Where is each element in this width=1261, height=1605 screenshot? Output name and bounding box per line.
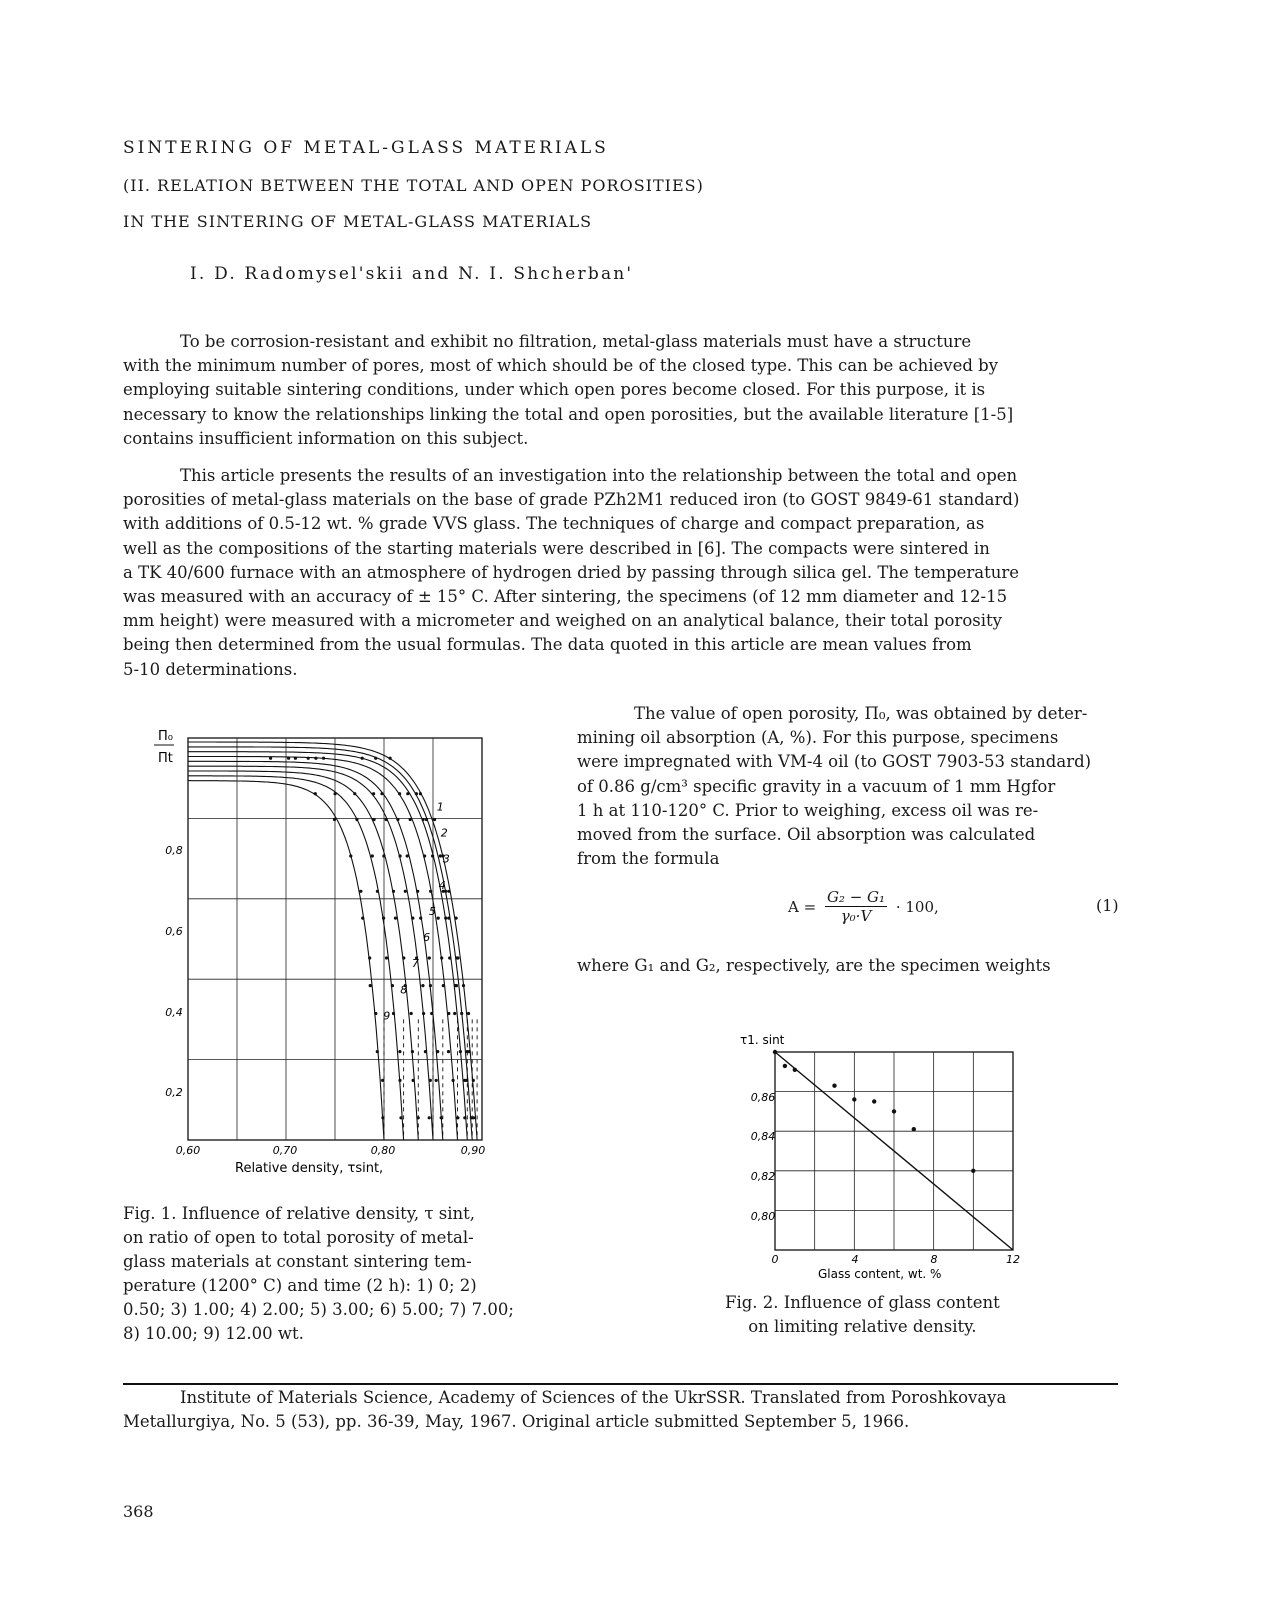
figure-2-ylabel: τ1. sint xyxy=(740,1033,785,1047)
x-tick-label: 8 xyxy=(930,1253,938,1266)
data-point xyxy=(472,1079,475,1082)
data-point xyxy=(371,854,374,857)
text-line: from the formula xyxy=(577,849,720,869)
text-line: 1 h at 110-120° C. Prior to weighing, excess oil was re- xyxy=(577,800,1039,820)
footnote-line: Institute of Materials Science, Academy of Sciences of the UkrSSR. Translated from Poroshkovaya xyxy=(180,1388,1007,1407)
data-point xyxy=(436,1050,439,1053)
data-point xyxy=(425,818,428,821)
data-point xyxy=(391,984,394,987)
data-point xyxy=(361,917,364,920)
data-point xyxy=(368,956,371,959)
data-point xyxy=(294,757,297,760)
data-point xyxy=(392,890,395,893)
curve-label-2: 2 xyxy=(440,826,448,840)
formula-denominator: γ₀·V xyxy=(840,907,872,925)
text-line: porosities of metal-glass materials on the base of grade PZh2M1 reduced iron (to GOST 9849-61 standard) xyxy=(123,490,1020,510)
data-point xyxy=(372,792,375,795)
data-point xyxy=(416,890,419,893)
y-tick-label: 0,82 xyxy=(750,1170,776,1183)
y-tick-label: 0,86 xyxy=(750,1091,776,1104)
y-tick-label: 0,84 xyxy=(750,1130,776,1143)
figure-1-ylabel-den: Πt xyxy=(158,751,173,766)
formula-tail: · 100, xyxy=(895,897,939,916)
data-point xyxy=(410,1012,413,1015)
data-point xyxy=(419,792,422,795)
equation-1 xyxy=(788,888,939,925)
data-point xyxy=(417,1116,420,1119)
text-line: contains insufficient information on this subject. xyxy=(123,428,529,448)
x-tick-label: 0,70 xyxy=(272,1144,298,1157)
data-point xyxy=(409,818,412,821)
data-point xyxy=(435,1079,438,1082)
data-point xyxy=(455,956,458,959)
data-point xyxy=(419,917,422,920)
data-point xyxy=(389,757,392,760)
data-point xyxy=(452,1079,455,1082)
data-point xyxy=(832,1084,836,1088)
y-tick-label: 0,4 xyxy=(165,1006,183,1019)
data-point xyxy=(402,956,405,959)
data-point xyxy=(322,757,325,760)
formula-numerator: G₂ − G₁ xyxy=(826,888,886,906)
caption-line: Fig. 1. Influence of relative density, τ sint, xyxy=(123,1204,476,1223)
text-line: where G₁ and G₂, respectively, are the specimen weights xyxy=(577,956,1051,975)
caption-line: on ratio of open to total porosity of metal- xyxy=(123,1228,474,1247)
data-point xyxy=(394,917,397,920)
text-line: 5-10 determinations. xyxy=(123,659,298,679)
page-number: 368 xyxy=(123,1502,154,1521)
paragraph-4 xyxy=(577,954,1137,978)
data-point xyxy=(447,890,450,893)
data-point xyxy=(459,1050,462,1053)
curve-4 xyxy=(188,757,458,1141)
title-line-2: (II. RELATION BETWEEN THE TOTAL AND OPEN POROSITIES) xyxy=(123,176,704,195)
data-point xyxy=(466,1050,469,1053)
text-line: with additions of 0.5-12 wt. % grade VVS glass. The techniques of charge and compact preparation, as xyxy=(123,514,985,534)
data-point xyxy=(431,854,434,857)
paragraph-3 xyxy=(577,702,1137,871)
curve-label-3: 3 xyxy=(442,852,450,866)
data-point xyxy=(429,890,432,893)
data-point xyxy=(269,757,272,760)
curve-label-6: 6 xyxy=(423,931,431,944)
y-tick-label: 0,6 xyxy=(165,925,183,938)
text-line: well as the compositions of the starting materials were described in [6]. The compacts were sintered in xyxy=(123,538,990,558)
data-point xyxy=(333,818,336,821)
data-point xyxy=(424,1050,427,1053)
data-point xyxy=(385,956,388,959)
data-point xyxy=(453,1012,456,1015)
data-point xyxy=(406,854,409,857)
data-point xyxy=(374,757,377,760)
curve-label-4: 4 xyxy=(438,878,446,892)
data-point xyxy=(399,854,402,857)
data-point xyxy=(444,917,447,920)
data-point xyxy=(429,984,432,987)
data-point xyxy=(359,890,362,893)
data-point xyxy=(467,1012,470,1015)
data-point xyxy=(399,1116,402,1119)
text-line: being then determined from the usual formulas. The data quoted in this article are mean values from xyxy=(123,635,972,655)
data-point xyxy=(334,792,337,795)
text-line: mining oil absorption (A, %). For this purpose, specimens xyxy=(577,728,1059,748)
text-line: To be corrosion-resistant and exhibit no filtration, metal-glass materials must have a structure xyxy=(180,332,972,351)
text-line: moved from the surface. Oil absorption was calculated xyxy=(577,825,1036,845)
data-point xyxy=(912,1127,916,1131)
data-point xyxy=(382,854,385,857)
data-point xyxy=(447,1050,450,1053)
data-point xyxy=(381,1116,384,1119)
data-point xyxy=(455,917,458,920)
caption-line: perature (1200° C) and time (2 h): 1) 0; 2) xyxy=(123,1276,477,1295)
authors: I. D. Radomysel'skii and N. I. Shcherban' xyxy=(190,264,634,284)
data-point xyxy=(440,1116,443,1119)
data-point xyxy=(463,1079,466,1082)
title-line-3: IN THE SINTERING OF METAL-GLASS MATERIALS xyxy=(123,212,593,231)
paragraph-2 xyxy=(123,464,1133,682)
data-point xyxy=(369,984,372,987)
data-point xyxy=(423,854,426,857)
data-point xyxy=(971,1169,975,1173)
data-point xyxy=(448,956,451,959)
data-point xyxy=(442,984,445,987)
figure-2-xlabel: Glass content, wt. % xyxy=(818,1267,942,1281)
formula-fraction xyxy=(825,888,887,925)
data-point xyxy=(398,1050,401,1053)
curve-label-8: 8 xyxy=(400,983,408,997)
data-point xyxy=(373,818,376,821)
data-point xyxy=(462,984,465,987)
data-point xyxy=(314,757,317,760)
data-point xyxy=(872,1099,876,1103)
figure-2-chart xyxy=(715,1030,1035,1285)
data-point xyxy=(852,1097,856,1101)
figure-1-ylabel-num: Π₀ xyxy=(158,729,173,744)
data-point xyxy=(447,917,450,920)
curve-label-7: 7 xyxy=(411,957,419,971)
data-point xyxy=(437,917,440,920)
figure-1-xlabel: Relative density, τsint, xyxy=(235,1161,384,1176)
figure-2-caption xyxy=(725,1291,1000,1339)
figure-1-curves xyxy=(188,742,477,1140)
data-point xyxy=(793,1068,797,1072)
data-point xyxy=(381,1079,384,1082)
data-point xyxy=(783,1064,787,1068)
data-point xyxy=(392,1012,395,1015)
text-line: of 0.86 g/cm³ specific gravity in a vacuum of 1 mm Hgfor xyxy=(577,776,1056,796)
data-point xyxy=(454,984,457,987)
data-point xyxy=(415,792,418,795)
data-point xyxy=(433,818,436,821)
data-point xyxy=(428,1116,431,1119)
data-point xyxy=(463,1116,466,1119)
text-line: employing suitable sintering conditions, under which open pores become closed. For this purpose, it is xyxy=(123,380,986,400)
data-point xyxy=(398,1079,401,1082)
data-point xyxy=(349,854,352,857)
x-tick-label: 0,90 xyxy=(460,1144,486,1157)
caption-line: Fig. 2. Influence of glass content xyxy=(725,1293,1000,1312)
data-point xyxy=(470,1116,473,1119)
data-point xyxy=(428,956,431,959)
data-point xyxy=(376,890,379,893)
data-point xyxy=(404,890,407,893)
caption-line: on limiting relative density. xyxy=(748,1317,977,1336)
curve-label-5: 5 xyxy=(428,904,436,918)
data-point xyxy=(773,1050,777,1054)
data-point xyxy=(396,818,399,821)
x-tick-label: 0,80 xyxy=(370,1144,396,1157)
data-point xyxy=(439,854,442,857)
data-point xyxy=(382,917,385,920)
text-line: This article presents the results of an investigation into the relationship between the total and open xyxy=(180,466,1018,485)
curve-6 xyxy=(188,766,433,1140)
data-point xyxy=(411,917,414,920)
data-point xyxy=(422,818,425,821)
data-point xyxy=(374,1012,377,1015)
text-line: with the minimum number of pores, most of which should be of the closed type. This can be achieved by xyxy=(123,356,999,376)
text-line: was measured with an accuracy of ± 15° C. After sintering, the specimens (of 12 mm diameter and 12-15 xyxy=(123,587,1008,607)
data-point xyxy=(353,792,356,795)
data-point xyxy=(429,1079,432,1082)
data-point xyxy=(892,1109,896,1113)
x-tick-label: 0,60 xyxy=(175,1144,201,1157)
data-point xyxy=(376,1050,379,1053)
curve-1 xyxy=(188,742,477,1140)
data-point xyxy=(411,1050,414,1053)
equation-number: (1) xyxy=(1096,896,1119,915)
data-point xyxy=(314,792,317,795)
data-point xyxy=(398,792,401,795)
data-point xyxy=(385,818,388,821)
data-point xyxy=(447,1012,450,1015)
data-point xyxy=(287,757,290,760)
caption-line: 0.50; 3) 1.00; 4) 2.00; 5) 3.00; 6) 5.00; 7) 7.00; xyxy=(123,1300,514,1319)
text-line: mm height) were measured with a micrometer and weighed on an analytical balance, their total porosity xyxy=(123,611,1002,631)
figure-2-points xyxy=(773,1050,976,1173)
caption-line: glass materials at constant sintering tem- xyxy=(123,1252,472,1271)
y-tick-label: 0,8 xyxy=(165,844,183,857)
x-tick-label: 12 xyxy=(1006,1253,1020,1266)
caption-line: 8) 10.00; 9) 12.00 wt. xyxy=(123,1324,304,1343)
figure-1-grid xyxy=(188,738,482,1140)
text-line: were impregnated with VM-4 oil (to GOST 7903-53 standard) xyxy=(577,752,1092,772)
footnote xyxy=(123,1386,1006,1434)
data-point xyxy=(406,792,409,795)
data-point xyxy=(307,757,310,760)
formula-lhs: A = xyxy=(788,897,817,916)
figure-1-caption xyxy=(123,1202,514,1346)
footnote-line: Metallurgiya, No. 5 (53), pp. 36-39, May, 1967. Original article submitted September 5, 1966. xyxy=(123,1412,910,1431)
data-point xyxy=(412,1079,415,1082)
text-line: necessary to know the relationships linking the total and open porosities, but the available literature [1-5] xyxy=(123,404,1014,424)
footnote-rule xyxy=(123,1383,1118,1385)
x-tick-label: 0 xyxy=(771,1253,779,1266)
data-point xyxy=(430,1012,433,1015)
text-line: a TK 40/600 furnace with an atmosphere of hydrogen dried by passing through silica gel. The temperature xyxy=(123,562,1020,582)
data-point xyxy=(421,984,424,987)
data-point xyxy=(440,956,443,959)
data-point xyxy=(361,757,364,760)
data-point xyxy=(460,1012,463,1015)
text-line: The value of open porosity, Π₀, was obtained by deter- xyxy=(634,704,1088,723)
x-tick-label: 4 xyxy=(851,1253,859,1266)
data-point xyxy=(422,1012,425,1015)
title-line-1: SINTERING OF METAL-GLASS MATERIALS xyxy=(123,138,609,158)
y-tick-label: 0,2 xyxy=(165,1086,183,1099)
curve-label-1: 1 xyxy=(436,800,444,814)
y-tick-label: 0,80 xyxy=(750,1210,776,1223)
paragraph-1 xyxy=(123,330,1133,451)
figure-1-points xyxy=(269,757,475,1120)
data-point xyxy=(456,1116,459,1119)
data-point xyxy=(355,818,358,821)
data-point xyxy=(380,792,383,795)
curve-label-9: 9 xyxy=(383,1009,391,1023)
figure-1-chart xyxy=(140,720,540,1180)
